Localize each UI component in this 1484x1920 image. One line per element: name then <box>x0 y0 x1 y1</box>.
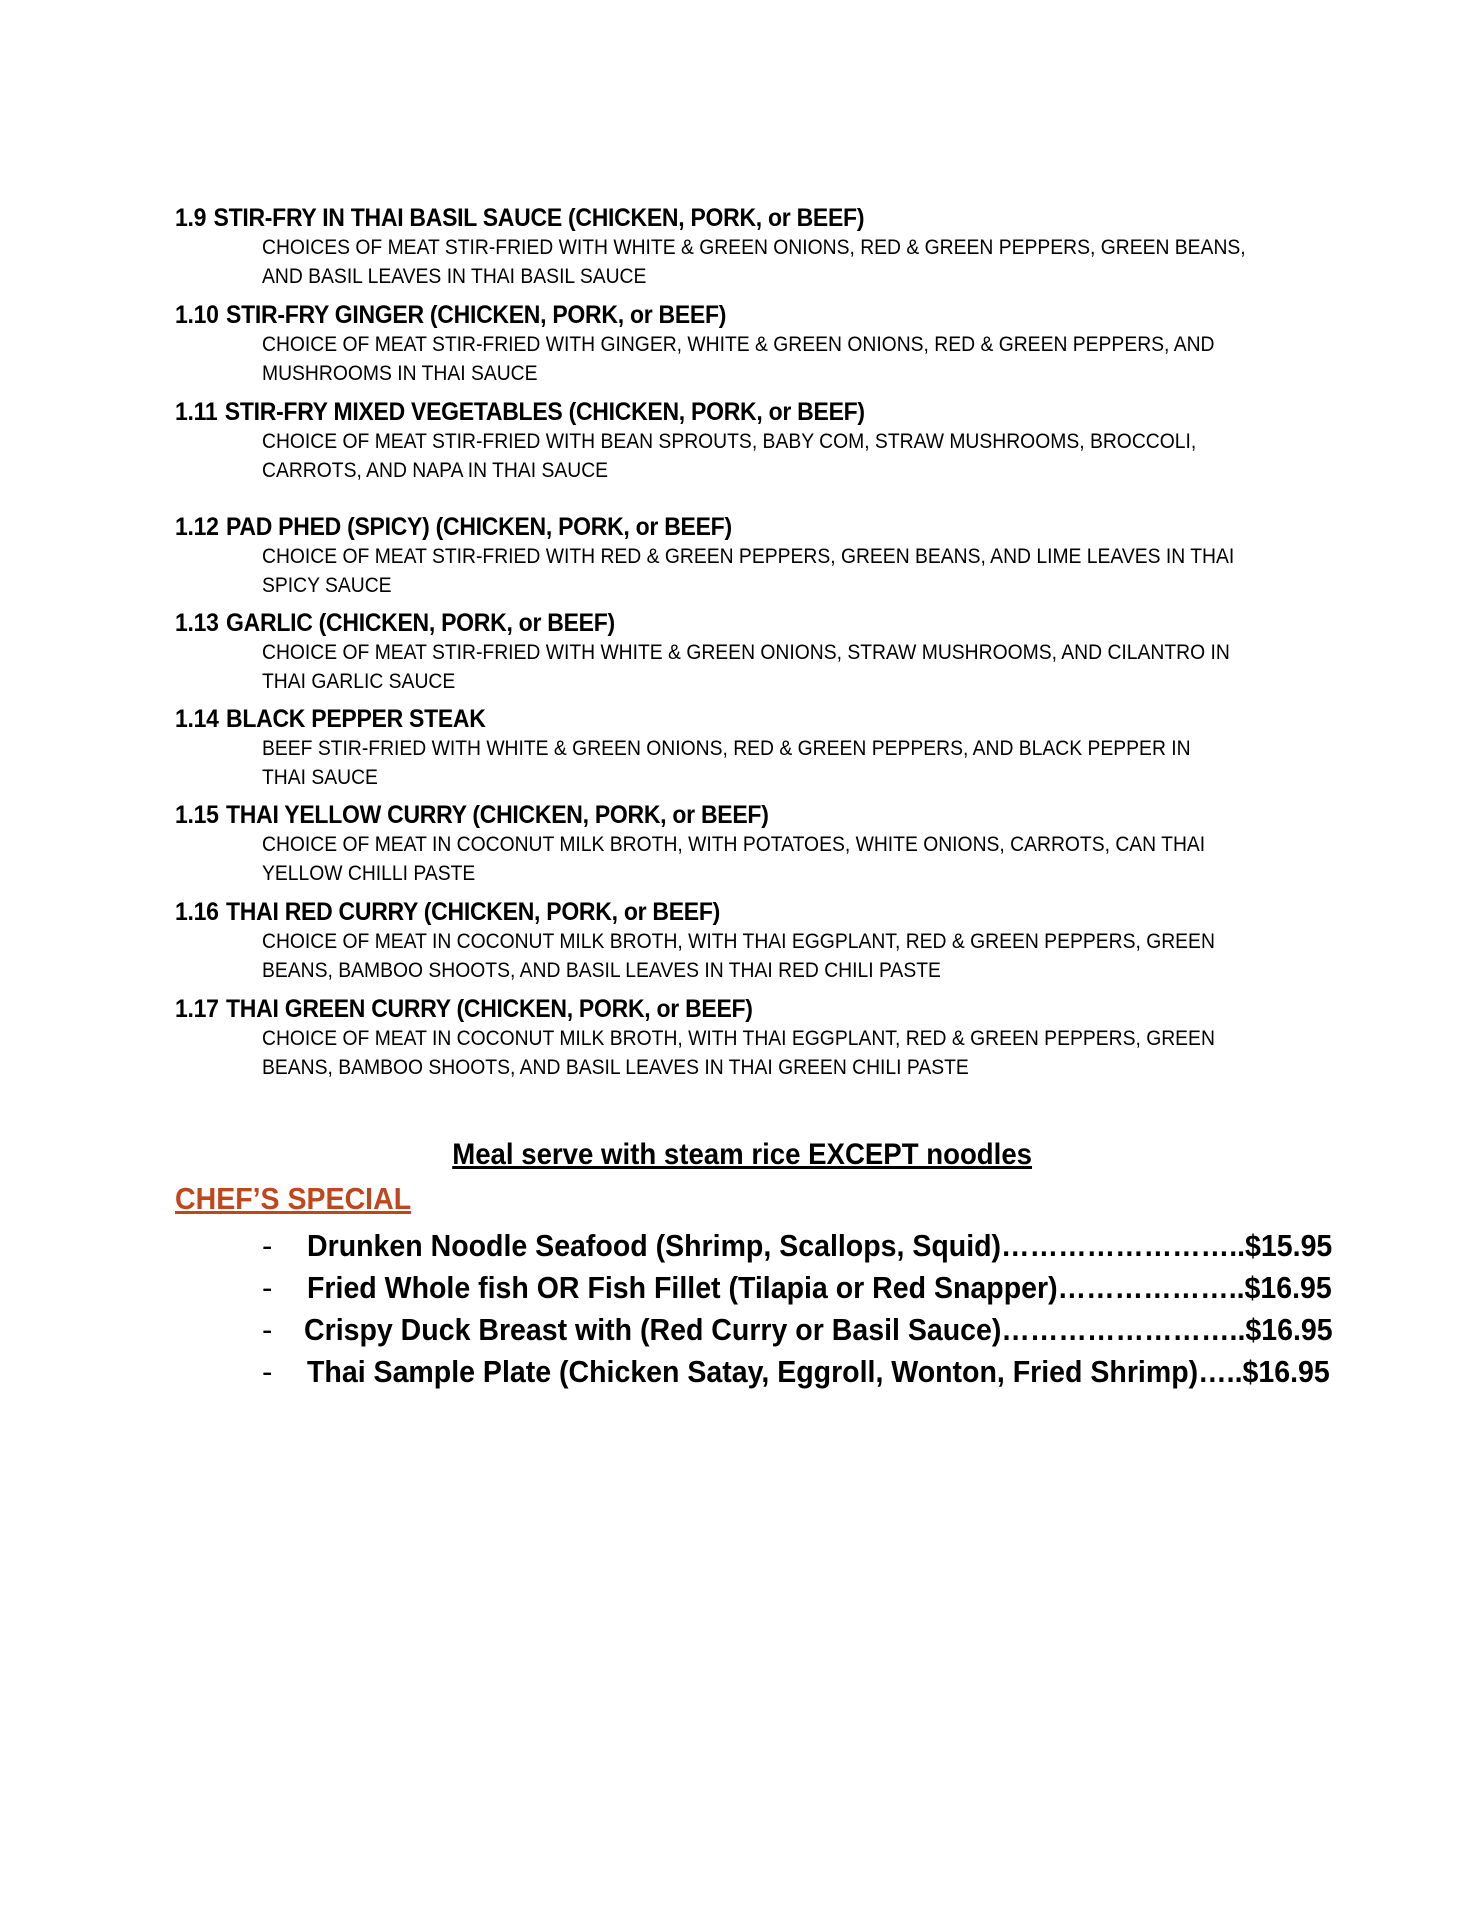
serve-note-text: Meal serve with steam rice EXCEPT noodles <box>452 1138 1032 1171</box>
menu-item-number: 1.12 <box>175 513 219 541</box>
menu-item <box>175 512 1325 600</box>
chef-special-item <box>262 1268 1332 1308</box>
menu-item-number: 1.17 <box>175 995 219 1023</box>
menu-item <box>175 397 1325 485</box>
menu-item-number: 1.16 <box>175 898 219 926</box>
menu-item-description: CHOICE OF MEAT IN COCONUT MILK BROTH, WITH THAI EGGPLANT, RED & GREEN PEPPERS, GREEN BEANS, BAMBOO SHOOTS, AND BASIL LEAVES IN THAI RED CHILI PASTE <box>262 930 1215 982</box>
list-dash: - <box>262 1312 273 1347</box>
menu-item-name: STIR-FRY MIXED VEGETABLES (CHICKEN, PORK, or BEEF) <box>224 398 865 426</box>
menu-item-title <box>175 800 1233 830</box>
list-dash: - <box>262 1228 273 1263</box>
menu-item-description: CHOICE OF MEAT STIR-FRIED WITH GINGER, WHITE & GREEN ONIONS, RED & GREEN PEPPERS, AND MUSHROOMS IN THAI SAUCE <box>262 333 1215 385</box>
list-dash: - <box>262 1270 273 1305</box>
chef-special-item-text: Drunken Noodle Seafood (Shrimp, Scallops, Squid)……………………..$15.95 <box>307 1228 1333 1263</box>
menu-item <box>175 300 1325 388</box>
menu-item-description: CHOICE OF MEAT STIR-FRIED WITH BEAN SPROUTS, BABY COM, STRAW MUSHROOMS, BROCCOLI, CARROTS, AND NAPA IN THAI SAUCE <box>262 430 1197 482</box>
menu-item <box>175 203 1325 291</box>
menu-item-name: THAI GREEN CURRY (CHICKEN, PORK, or BEEF) <box>226 995 753 1023</box>
menu-item-title <box>175 300 1233 330</box>
menu-item-number: 1.11 <box>175 398 218 426</box>
chef-special-heading: CHEF’S SPECIAL <box>175 1181 412 1216</box>
menu-item-title <box>175 397 1233 427</box>
menu-item <box>175 897 1325 985</box>
menu-item-number: 1.9 <box>175 204 207 232</box>
menu-item-name: STIR-FRY GINGER (CHICKEN, PORK, or BEEF) <box>226 301 727 329</box>
menu-item-description: BEEF STIR-FRIED WITH WHITE & GREEN ONIONS, RED & GREEN PEPPERS, AND BLACK PEPPER IN THAI SAUCE <box>262 737 1191 789</box>
menu-item-title <box>175 512 1233 542</box>
menu-item-title <box>175 994 1233 1024</box>
menu-item-description: CHOICE OF MEAT IN COCONUT MILK BROTH, WITH POTATOES, WHITE ONIONS, CARROTS, CAN THAI YELLOW CHILLI PASTE <box>262 833 1206 885</box>
menu-item-title <box>175 704 1233 734</box>
menu-item-title <box>175 608 1233 638</box>
menu-item-description: CHOICES OF MEAT STIR-FRIED WITH WHITE & GREEN ONIONS, RED & GREEN PEPPERS, GREEN BEANS, AND BASIL LEAVES IN THAI BASIL SAUCE <box>262 236 1246 288</box>
menu-item-name: STIR-FRY IN THAI BASIL SAUCE (CHICKEN, PORK, or BEEF) <box>213 204 865 232</box>
chef-special-item <box>262 1310 1333 1350</box>
menu-item-description: CHOICE OF MEAT IN COCONUT MILK BROTH, WITH THAI EGGPLANT, RED & GREEN PEPPERS, GREEN BEANS, BAMBOO SHOOTS, AND BASIL LEAVES IN THAI GREEN CHILI PASTE <box>262 1027 1215 1079</box>
menu-item <box>175 800 1325 888</box>
menu-item-description: CHOICE OF MEAT STIR-FRIED WITH WHITE & GREEN ONIONS, STRAW MUSHROOMS, AND CILANTRO IN THAI GARLIC SAUCE <box>262 641 1230 693</box>
menu-item-description: CHOICE OF MEAT STIR-FRIED WITH RED & GREEN PEPPERS, GREEN BEANS, AND LIME LEAVES IN THAI SPICY SAUCE <box>262 545 1235 597</box>
chef-special-item-text: Thai Sample Plate (Chicken Satay, Eggroll, Wonton, Fried Shrimp)…..$16.95 <box>307 1354 1330 1389</box>
list-dash: - <box>262 1354 273 1389</box>
menu-item-name: PAD PHED (SPICY) (CHICKEN, PORK, or BEEF) <box>226 513 732 541</box>
menu-item-name: THAI RED CURRY (CHICKEN, PORK, or BEEF) <box>226 898 721 926</box>
menu-item <box>175 704 1325 792</box>
chef-special-item <box>262 1352 1330 1392</box>
menu-item-name: GARLIC (CHICKEN, PORK, or BEEF) <box>226 609 615 637</box>
menu-item-number: 1.15 <box>175 801 219 829</box>
menu-item-number: 1.13 <box>175 609 219 637</box>
menu-item-number: 1.14 <box>175 705 219 733</box>
menu-item-name: BLACK PEPPER STEAK <box>226 705 486 733</box>
serve-note <box>0 1137 1484 1173</box>
chef-special-item-text: Fried Whole fish OR Fish Fillet (Tilapia or Red Snapper)………………..$16.95 <box>307 1270 1332 1305</box>
chef-special-item <box>262 1226 1333 1266</box>
chef-special-item-text: Crispy Duck Breast with (Red Curry or Basil Sauce)……………………..$16.95 <box>304 1312 1333 1347</box>
menu-item <box>175 608 1325 696</box>
menu-item-title <box>175 203 1233 233</box>
menu-item-title <box>175 897 1233 927</box>
menu-item-number: 1.10 <box>175 301 219 329</box>
menu-item-name: THAI YELLOW CURRY (CHICKEN, PORK, or BEEF) <box>226 801 769 829</box>
menu-item <box>175 994 1325 1082</box>
